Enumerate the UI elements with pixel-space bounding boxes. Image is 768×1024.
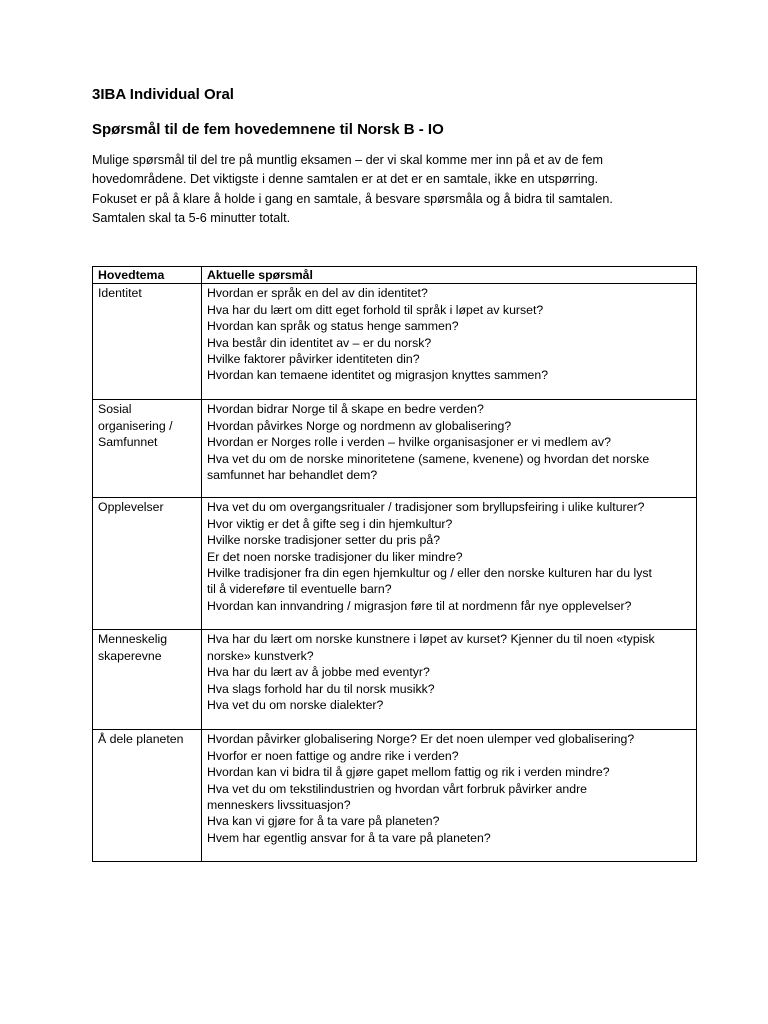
question: Hvordan kan språk og status henge sammen?: [207, 319, 459, 334]
document-title: 3IBA Individual Oral: [92, 86, 234, 103]
question: til å videreføre til eventuelle barn?: [207, 582, 392, 597]
question: Hva har du lært om norske kunstnere i løpet av kurset? Kjenner du til noen «typisk: [207, 632, 655, 647]
intro-paragraph: [92, 151, 692, 228]
question: Hvordan kan innvandring / migrasjon føre til at nordmenn får nye opplevelser?: [207, 598, 632, 613]
questions-cell: [202, 630, 697, 730]
theme-label: Opplevelser: [98, 500, 164, 515]
theme-cell: [93, 730, 202, 862]
questions-cell: [202, 400, 697, 498]
theme-label: Sosial: [98, 402, 132, 417]
question: Hvilke tradisjoner fra din egen hjemkultur og / eller den norske kulturen har du lyst: [207, 566, 652, 581]
theme-label: Samfunnet: [98, 435, 158, 450]
question: Hva består din identitet av – er du norsk?: [207, 335, 432, 350]
table-row: [93, 630, 697, 730]
question: samfunnet har behandlet dem?: [207, 468, 378, 483]
question: Hva slags forhold har du til norsk musikk?: [207, 681, 435, 696]
intro-line: Fokuset er på å klare å holde i gang en samtale, å besvare spørsmåla og å bidra til samtalen.: [92, 191, 613, 206]
table-row: [93, 498, 697, 630]
intro-line: Mulige spørsmål til del tre på muntlig eksamen – der vi skal komme mer inn på et av de fem: [92, 153, 603, 167]
question: Hvordan påvirker globalisering Norge? Er det noen ulemper ved globalisering?: [207, 732, 635, 747]
question: norske» kunstverk?: [207, 648, 314, 663]
question: Hvilke norske tradisjoner setter du pris på?: [207, 533, 441, 548]
theme-label: Menneskelig: [98, 632, 168, 647]
question: Hvordan bidrar Norge til å skape en bedre verden?: [207, 402, 484, 417]
question: Hvem har egentlig ansvar for å ta vare på planeten?: [207, 830, 491, 845]
theme-label: Identitet: [98, 286, 142, 301]
question: Hva kan vi gjøre for å ta vare på planeten?: [207, 814, 440, 829]
theme-cell: [93, 630, 202, 730]
table-row: [93, 284, 697, 400]
questions-cell: [202, 730, 697, 862]
question: Hvor viktig er det å gifte seg i din hjemkultur?: [207, 516, 453, 531]
question: Hvordan er språk en del av din identitet?: [207, 286, 428, 301]
question: Er det noen norske tradisjoner du liker mindre?: [207, 549, 463, 564]
question: Hvordan er Norges rolle i verden – hvilke organisasjoner er vi medlem av?: [207, 435, 611, 450]
question: Hvordan kan vi bidra til å gjøre gapet mellom fattig og rik i verden mindre?: [207, 765, 610, 780]
table-row: [93, 730, 697, 862]
question: Hva vet du om overgangsritualer / tradisjoner som bryllupsfeiring i ulike kulturer?: [207, 500, 645, 515]
question: Hva har du lært av å jobbe med eventyr?: [207, 665, 430, 680]
theme-label: Å dele planeten: [98, 732, 184, 747]
theme-label: skaperevne: [98, 648, 162, 663]
question: Hva har du lært om ditt eget forhold til språk i løpet av kurset?: [207, 302, 544, 317]
question: menneskers livssituasjon?: [207, 798, 351, 813]
question: Hva vet du om norske dialekter?: [207, 698, 384, 713]
theme-cell: [93, 498, 202, 630]
header-questions: Aktuelle spørsmål: [202, 267, 697, 284]
question: Hvorfor er noen fattige og andre rike i verden?: [207, 748, 459, 763]
document-page: [92, 84, 696, 845]
questions-cell: [202, 498, 697, 630]
table-row: [93, 400, 697, 498]
question: Hva vet du om tekstilindustrien og hvordan vårt forbruk påvirker andre: [207, 781, 588, 796]
document-subtitle: Spørsmål til de fem hovedemnene til Norsk B - IO: [92, 121, 444, 138]
intro-line: hovedområdene. Det viktigste i denne samtalen er at det er en samtale, ikke en utspørring.: [92, 172, 599, 187]
question: Hvilke faktorer påvirker identiteten din?: [207, 352, 420, 367]
questions-cell: [202, 284, 697, 400]
question: Hvordan kan temaene identitet og migrasjon knyttes sammen?: [207, 368, 549, 383]
header-theme: Hovedtema: [93, 267, 202, 284]
table-header-row: [93, 267, 697, 284]
intro-line: Samtalen skal ta 5-6 minutter totalt.: [92, 210, 291, 225]
question: Hva vet du om de norske minoritetene (samene, kvenene) og hvordan det norske: [207, 451, 650, 466]
theme-cell: [93, 400, 202, 498]
theme-cell: [93, 284, 202, 400]
question: Hvordan påvirkes Norge og nordmenn av globalisering?: [207, 418, 512, 433]
theme-label: organisering /: [98, 418, 173, 433]
questions-table: [92, 266, 697, 862]
